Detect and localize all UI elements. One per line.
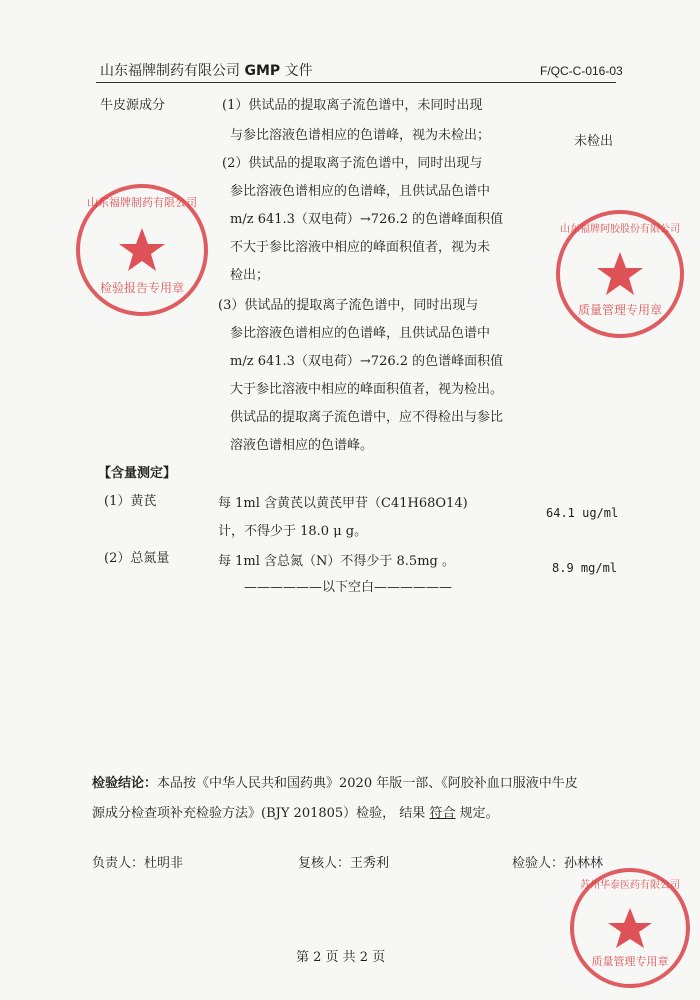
assay-row1-name: (1）黄芪	[104, 494, 157, 509]
gmp-label: GMP	[244, 63, 281, 79]
assay-row2-name: (2）总氮量	[104, 551, 170, 566]
cowhide-label: 牛皮源成分	[100, 98, 166, 113]
cowhide-item3-line1: (3）供试品的提取离子流色谱中，同时出现与	[218, 298, 479, 313]
cowhide-item2-line4: 不大于参比溶液中相应的峰面积值者，视为未	[230, 240, 491, 255]
cowhide-item2-line1: (2）供试品的提取离子流色谱中，同时出现与	[222, 156, 483, 171]
doc-suffix: 文件	[284, 63, 313, 79]
document-header	[100, 60, 313, 80]
sig-responsible: 负责人：杜明非	[92, 856, 184, 871]
right-seal-ring: 山东福牌阿胶股份有限公司	[560, 224, 680, 235]
bottom-seal-inner: 质量管理专用章	[591, 955, 669, 968]
cowhide-item3-line6: 溶液色谱相应的色谱峰。	[230, 438, 374, 453]
blank-marker: ——————以下空白——————	[244, 580, 453, 595]
assay-row1-req2: 计，不得少于 18.0 μ g。	[218, 524, 368, 539]
assay-row1-req1: 每 1ml 含黄芪以黄芪甲苷（C41H68O14)	[218, 496, 468, 511]
assay-row2-result: 8.9 mg/ml	[552, 561, 618, 575]
cowhide-item3-line3: m/z 641.3（双电荷）→726.2 的色谱峰面积值	[230, 354, 504, 369]
cowhide-item3-line2: 参比溶液色谱相应的色谱峰，且供试品色谱中	[230, 326, 491, 341]
company-name: 山东福牌制药有限公司	[100, 63, 240, 79]
sig-inspector: 检验人：孙林林	[512, 856, 604, 871]
assay-row1-result: 64.1 ug/ml	[546, 506, 619, 520]
bottom-seal-ring: 苏州华泰医药有限公司	[580, 880, 680, 891]
conclusion-text2: 源成分检查项补充检验方法》(BJY 201805）检验， 结果	[92, 806, 426, 821]
conclusion-label: 检验结论：	[92, 776, 158, 791]
cowhide-item1-line2: 与参比溶液色谱相应的色谱峰，视为未检出；	[230, 128, 491, 143]
cowhide-item1-line1: (1）供试品的提取离子流色谱中，未同时出现	[222, 98, 483, 113]
page-footer: 第 2 页 共 2 页	[296, 950, 386, 965]
conclusion-line1	[92, 776, 578, 792]
conclusion-text3: 规定。	[459, 806, 499, 821]
left-seal-inner: 检验报告专用章	[99, 281, 185, 295]
header-rule	[96, 82, 616, 83]
conclusion-verdict: 符合	[429, 806, 456, 821]
conclusion-line2	[92, 806, 499, 822]
conclusion-text1: 本品按《中华人民共和国药典》2020 年版一部、《阿胶补血口服液中牛皮	[157, 776, 578, 791]
cowhide-item2-line5: 检出；	[230, 268, 270, 283]
cowhide-item3-line4: 大于参比溶液中相应的峰面积值者，视为检出。	[230, 382, 504, 397]
right-seal-icon	[552, 206, 688, 342]
bottom-seal-icon	[566, 864, 694, 992]
cowhide-item2-line2: 参比溶液色谱相应的色谱峰，且供试品色谱中	[230, 184, 491, 199]
assay-heading: 【含量测定】	[98, 466, 177, 481]
sig-reviewer: 复核人：王秀利	[298, 856, 390, 871]
assay-row2-req1: 每 1ml 含总氮（N）不得少于 8.5mg 。	[218, 554, 455, 569]
left-seal-ring: 山东福牌制药有限公司	[87, 196, 197, 209]
left-seal-icon	[72, 180, 212, 320]
cowhide-item2-line3: m/z 641.3（双电荷）→726.2 的色谱峰面积值	[230, 212, 504, 227]
right-seal-inner: 质量管理专用章	[577, 303, 663, 317]
cowhide-result: 未检出	[574, 134, 614, 149]
cowhide-item3-line5: 供试品的提取离子流色谱中，应不得检出与参比	[230, 410, 504, 425]
doc-number: F/QC-C-016-03	[540, 64, 623, 78]
